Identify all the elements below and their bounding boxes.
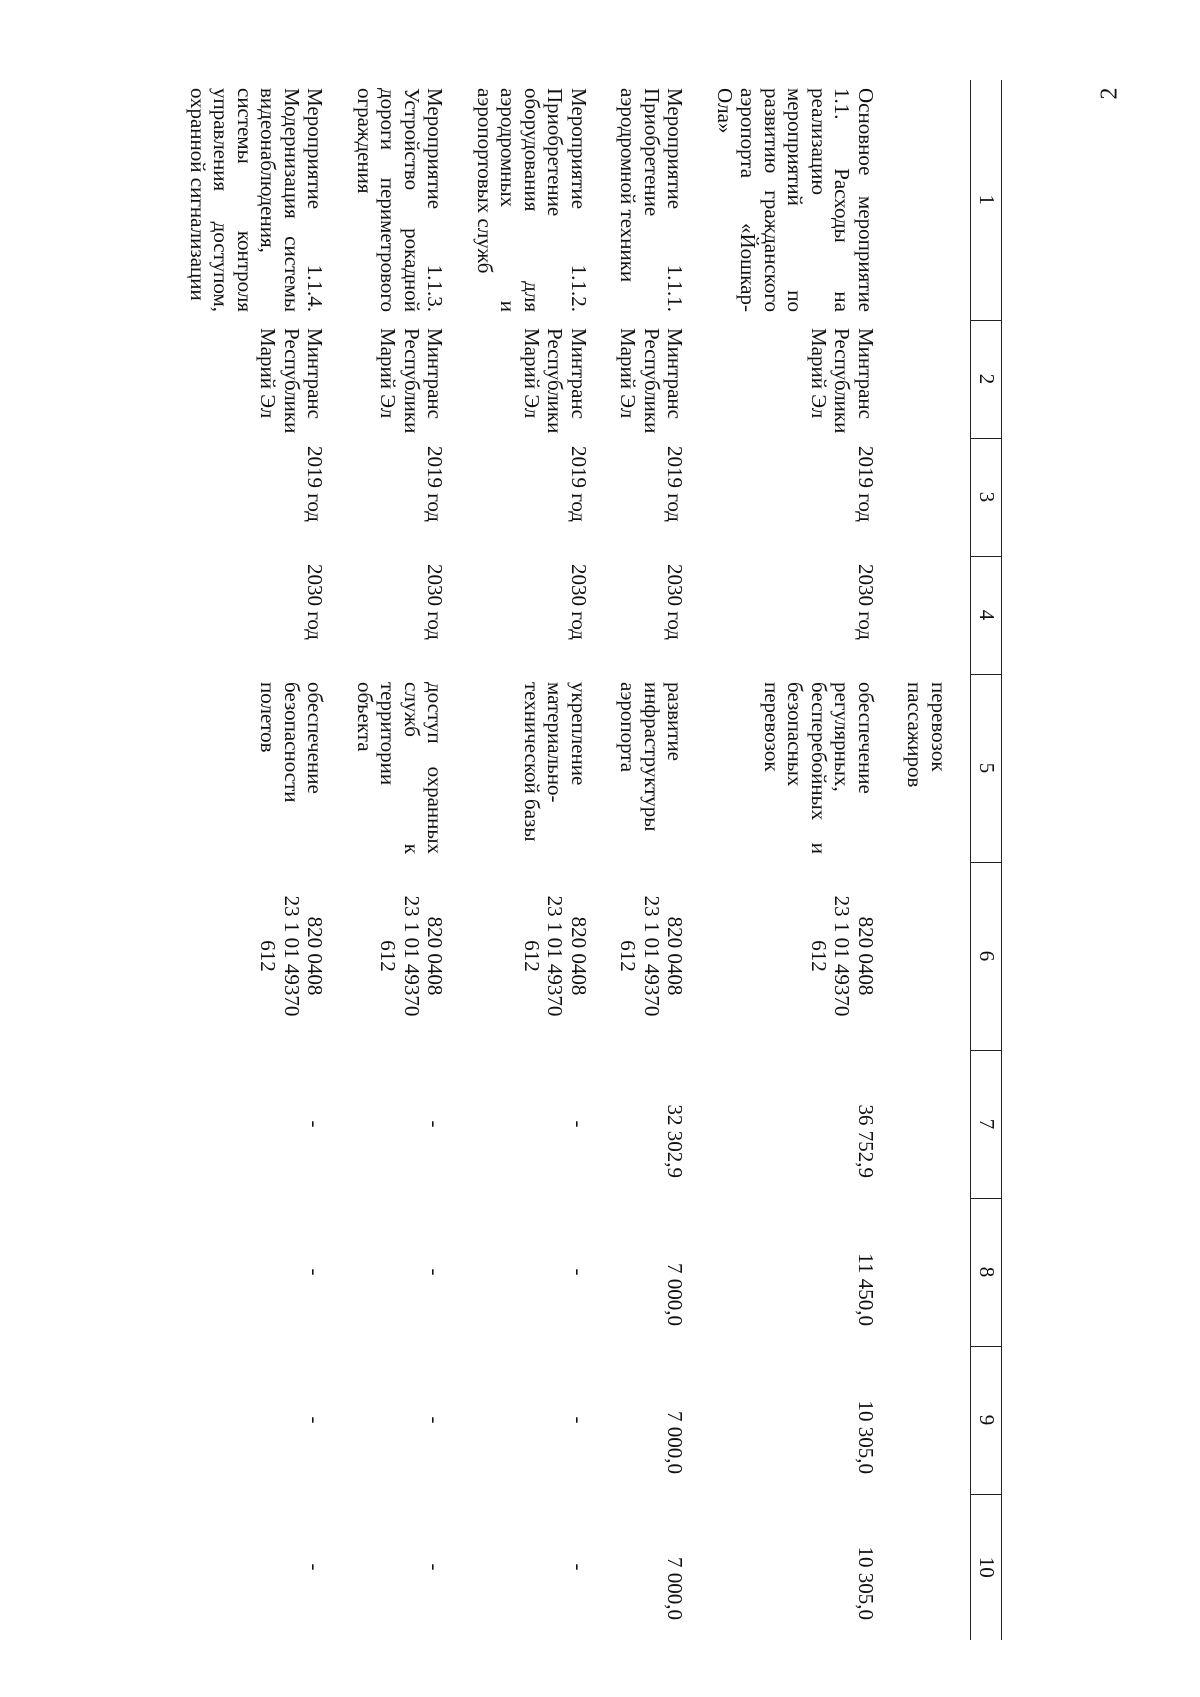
amount-cell-8: - xyxy=(303,1268,328,1276)
table-row xyxy=(326,80,446,1640)
page-number: 2 xyxy=(1096,87,1123,100)
col-header-5: 5 xyxy=(971,674,1002,862)
amount-cell-8: - xyxy=(566,1268,591,1276)
budget-code-cell: 820 0408 23 1 01 49370 612 xyxy=(616,895,688,1017)
amount-cell-10: - xyxy=(566,1563,591,1571)
amount-cell-7: 36 752,9 xyxy=(853,1104,878,1178)
activity-name-cell: Мероприятие 1.1.1. Приобретение аэродромной техники xyxy=(616,88,688,312)
goal-cell: развитие инфраструктуры аэропорта xyxy=(616,682,688,832)
col-header-9: 9 xyxy=(971,1346,1002,1494)
amount-cell-9: 7 000,0 xyxy=(663,1411,688,1474)
col-header-10: 10 xyxy=(971,1494,1002,1640)
col-header-8: 8 xyxy=(971,1198,1002,1346)
amount-cell-8: 11 450,0 xyxy=(853,1253,878,1326)
goal-cell: обеспечение безопасности полетов xyxy=(256,682,328,803)
table-row xyxy=(686,80,877,1640)
responsible-cell: Минтранс Республики Марий Эл xyxy=(256,328,328,434)
end-year-cell: 2030 год xyxy=(566,564,591,640)
col-header-7: 7 xyxy=(971,1050,1002,1198)
amount-cell-10: - xyxy=(303,1563,328,1571)
table-row xyxy=(446,80,590,1640)
amount-cell-7: - xyxy=(303,1120,328,1128)
start-year-cell: 2019 год xyxy=(663,446,688,522)
end-year-cell: 2030 год xyxy=(663,564,688,640)
start-year-cell: 2019 год xyxy=(423,446,448,522)
responsible-cell: Минтранс Республики Марий Эл xyxy=(376,328,448,434)
goal-cell: доступ охранных служб к территории объекта xyxy=(352,682,448,854)
col-header-2: 2 xyxy=(971,320,1002,438)
start-year-cell: 2019 год xyxy=(303,446,328,522)
activity-name-cell: Мероприятие 1.1.3. Устройство рокадной дороги периметрового ограждения xyxy=(352,88,448,312)
amount-cell-10: 7 000,0 xyxy=(663,1557,688,1620)
continuation-row xyxy=(877,80,950,1640)
amount-cell-8: - xyxy=(423,1268,448,1276)
end-year-cell: 2030 год xyxy=(423,564,448,640)
budget-code-cell: 820 0408 23 1 01 49370 612 xyxy=(256,895,328,1017)
amount-cell-9: 10 305,0 xyxy=(853,1400,878,1474)
col-header-6: 6 xyxy=(971,862,1002,1050)
responsible-cell: Минтранс Республики Марий Эл xyxy=(519,328,591,434)
amount-cell-7: - xyxy=(423,1120,448,1128)
rotated-page-content xyxy=(185,80,1002,1640)
amount-cell-9: - xyxy=(423,1416,448,1424)
budget-code-cell: 820 0408 23 1 01 49370 612 xyxy=(376,895,448,1017)
amount-cell-7: 32 302,9 xyxy=(663,1104,688,1178)
amount-cell-7: - xyxy=(566,1120,591,1128)
activity-name-cell: Мероприятие 1.1.4. Модернизация системы видеонаблюдения, системы контроля управления доступом, охранной сигнализации xyxy=(185,88,328,312)
responsible-cell: Минтранс Республики Марий Эл xyxy=(616,328,688,434)
amount-cell-9: - xyxy=(303,1416,328,1424)
table-row xyxy=(590,80,687,1640)
start-year-cell: 2019 год xyxy=(566,446,591,522)
amount-cell-9: - xyxy=(566,1416,591,1424)
end-year-cell: 2030 год xyxy=(303,564,328,640)
budget-code-cell: 820 0408 23 1 01 49370 612 xyxy=(519,895,591,1017)
amount-cell-10: 10 305,0 xyxy=(853,1546,878,1620)
column-number-header xyxy=(971,80,1002,1640)
col-header-1: 1 xyxy=(971,80,1002,320)
responsible-cell: Минтранс Республики Марий Эл xyxy=(806,328,878,434)
end-year-cell: 2030 год xyxy=(853,564,878,640)
program-activities-table xyxy=(159,80,1002,1640)
col-header-4: 4 xyxy=(971,556,1002,674)
activity-name-cell: Мероприятие 1.1.2. Приобретение оборудования для аэродромных и аэропортовых служб xyxy=(472,88,591,312)
col-header-3: 3 xyxy=(971,438,1002,556)
amount-cell-10: - xyxy=(423,1563,448,1571)
goal-cell: обеспечение регулярных, бесперебойных и безопасных перевозок xyxy=(759,682,878,854)
goal-cell: укрепление материально-технической базы xyxy=(519,682,591,842)
start-year-cell: 2019 год xyxy=(853,446,878,522)
activity-name-cell: Основное мероприятие 1.1. Расходы на реализацию мероприятий по развитию гражданского аэропорта «Йошкар-Ола» xyxy=(712,88,878,312)
table-row xyxy=(159,80,326,1640)
budget-code-cell: 820 0408 23 1 01 49370 612 xyxy=(806,895,878,1017)
goal-cell: перевозок пассажиров xyxy=(903,682,951,788)
amount-cell-8: 7 000,0 xyxy=(663,1263,688,1326)
